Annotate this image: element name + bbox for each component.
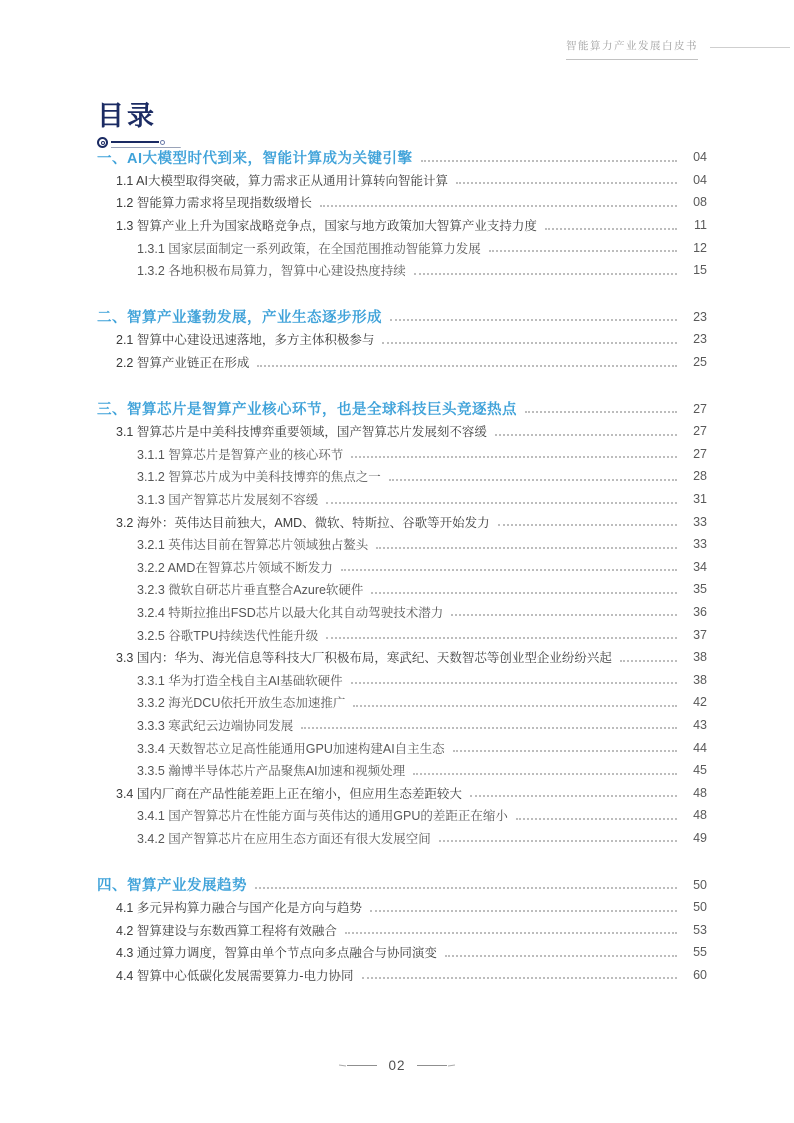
dot-leader xyxy=(362,970,677,979)
toc-entry[interactable] xyxy=(97,328,707,351)
dot-leader xyxy=(257,358,677,367)
toc-title: 目录 xyxy=(97,101,157,131)
dot-leader xyxy=(498,517,677,526)
toc-entry[interactable] xyxy=(97,191,707,214)
toc-entry-page: 11 xyxy=(694,218,707,233)
toc-entry-page: 45 xyxy=(693,763,707,778)
dot-leader xyxy=(353,698,677,707)
toc-entry-label: 3.1 智算芯片是中美科技博弈重要领域，国产智算芯片发展刻不容缓 xyxy=(116,425,487,440)
toc-entry-label: 3.1.1 智算芯片是智算产业的核心环节 xyxy=(137,447,344,462)
page-footer xyxy=(0,1058,794,1073)
toc-entry[interactable] xyxy=(97,169,707,192)
toc-entry-page: 23 xyxy=(693,332,707,347)
footer-dash-right xyxy=(417,1065,447,1066)
toc-entry[interactable] xyxy=(97,668,707,691)
toc-entry-label: 3.2.5 谷歌TPU持续迭代性能升级 xyxy=(137,628,319,643)
toc-entry-label: 3.4.2 国产智算芯片在应用生态方面还有很大发展空间 xyxy=(137,831,431,846)
toc-entry-page: 53 xyxy=(693,922,707,937)
dot-leader xyxy=(326,495,677,504)
toc-entry-label: 3.3.1 华为打造全栈自主AI基础软硬件 xyxy=(137,673,343,688)
toc-entry-label: 一、AI大模型时代到来，智能计算成为关键引擎 xyxy=(97,150,413,167)
toc-entry-page: 48 xyxy=(693,808,707,823)
toc-entry[interactable] xyxy=(97,646,707,669)
toc-list xyxy=(97,146,707,986)
dot-leader xyxy=(351,675,677,684)
toc-entry-label: 3.2.4 特斯拉推出FSD芯片以最大化其自动驾驶技术潜力 xyxy=(137,605,444,620)
ornament-line xyxy=(111,141,159,143)
toc-entry-label: 三、智算芯片是智算产业核心环节，也是全球科技巨头竞逐热点 xyxy=(97,402,517,419)
toc-entry[interactable] xyxy=(97,873,707,896)
toc-entry-page: 38 xyxy=(693,672,707,687)
toc-entry-page: 28 xyxy=(693,469,707,484)
toc-title-block xyxy=(97,94,157,153)
toc-entry-label: 3.2.2 AMD在智算芯片领域不断发力 xyxy=(137,560,333,575)
dot-leader xyxy=(445,948,677,957)
page-number: 02 xyxy=(388,1058,406,1073)
toc-entry-page: 23 xyxy=(693,309,707,324)
toc-entry-label: 1.3.1 国家层面制定一系列政策，在全国范围推动智能算力发展 xyxy=(137,241,481,256)
toc-entry-label: 3.2 海外：英伟达目前独大，AMD、微软、特斯拉、谷歌等开始发力 xyxy=(116,515,490,530)
toc-entry[interactable] xyxy=(97,601,707,624)
toc-entry-label: 3.1.3 国产智算芯片发展刻不容缓 xyxy=(137,493,319,508)
toc-entry-page: 31 xyxy=(693,492,707,507)
toc-entry[interactable] xyxy=(97,146,707,169)
toc-entry[interactable] xyxy=(97,736,707,759)
toc-entry-label: 4.1 多元异构算力融合与国产化是方向与趋势 xyxy=(116,901,362,916)
toc-entry-page: 50 xyxy=(693,877,707,892)
ornament-end-dot xyxy=(160,140,165,145)
toc-entry[interactable] xyxy=(97,351,707,374)
toc-entry-label: 1.3.2 各地积极布局算力，智算中心建设热度持续 xyxy=(137,264,406,279)
toc-entry-page: 04 xyxy=(693,172,707,187)
toc-entry-label: 3.3.4 天数智芯立足高性能通用GPU加速构建AI自主生态 xyxy=(137,741,445,756)
dot-leader xyxy=(414,266,677,275)
dot-leader xyxy=(326,630,677,639)
toc-entry[interactable] xyxy=(97,781,707,804)
toc-entry[interactable] xyxy=(97,804,707,827)
toc-entry[interactable] xyxy=(97,465,707,488)
dot-leader xyxy=(453,743,677,752)
toc-entry[interactable] xyxy=(97,759,707,782)
toc-entry[interactable] xyxy=(97,306,707,329)
dot-leader xyxy=(370,903,677,912)
dot-leader xyxy=(320,198,677,207)
toc-entry[interactable] xyxy=(97,488,707,511)
toc-entry-label: 1.2 智能算力需求将呈现指数级增长 xyxy=(116,196,312,211)
page-header xyxy=(0,38,790,60)
toc-entry[interactable] xyxy=(97,510,707,533)
toc-entry[interactable] xyxy=(97,827,707,850)
dot-leader xyxy=(255,880,677,889)
toc-entry[interactable] xyxy=(97,443,707,466)
toc-entry-page: 50 xyxy=(693,900,707,915)
dot-leader xyxy=(620,653,677,662)
toc-entry-page: 37 xyxy=(693,627,707,642)
toc-entry-page: 04 xyxy=(693,150,707,165)
toc-entry[interactable] xyxy=(97,691,707,714)
dot-leader xyxy=(525,404,677,413)
toc-entry[interactable] xyxy=(97,964,707,987)
toc-entry-page: 60 xyxy=(693,967,707,982)
toc-entry[interactable] xyxy=(97,896,707,919)
dot-leader xyxy=(351,449,677,458)
toc-entry-page: 42 xyxy=(693,695,707,710)
toc-entry-page: 25 xyxy=(693,355,707,370)
toc-entry[interactable] xyxy=(97,236,707,259)
header-title: 智能算力产业发展白皮书 xyxy=(566,38,698,60)
toc-entry[interactable] xyxy=(97,556,707,579)
toc-entry[interactable] xyxy=(97,533,707,556)
toc-entry-page: 27 xyxy=(693,401,707,416)
toc-entry-page: 15 xyxy=(693,263,707,278)
dot-leader xyxy=(382,335,677,344)
toc-entry-page: 35 xyxy=(693,582,707,597)
toc-entry-page: 43 xyxy=(693,717,707,732)
toc-entry-label: 4.2 智算建设与东数西算工程将有效融合 xyxy=(116,923,337,938)
toc-entry-label: 3.3.5 瀚博半导体芯片产品聚焦AI加速和视频处理 xyxy=(137,764,406,779)
dot-leader xyxy=(451,607,677,616)
toc-entry-page: 34 xyxy=(693,559,707,574)
toc-entry-page: 12 xyxy=(693,240,707,255)
toc-entry-page: 38 xyxy=(693,650,707,665)
toc-entry[interactable] xyxy=(97,259,707,282)
toc-entry-page: 27 xyxy=(693,424,707,439)
toc-entry-label: 3.2.1 英伟达目前在智算芯片领域独占鳌头 xyxy=(137,538,369,553)
toc-entry-label: 1.3 智算产业上升为国家战略竞争点，国家与地方政策加大智算产业支持力度 xyxy=(116,219,537,234)
dot-leader xyxy=(345,925,677,934)
toc-entry-page: 33 xyxy=(693,514,707,529)
toc-entry-label: 2.1 智算中心建设迅速落地，多方主体积极参与 xyxy=(116,333,375,348)
header-rule-line xyxy=(710,47,790,48)
dot-leader xyxy=(376,540,677,549)
toc-entry-label: 3.4 国内厂商在产品性能差距上正在缩小，但应用生态差距较大 xyxy=(116,786,462,801)
toc-entry-label: 4.3 通过算力调度，智算由单个节点向多点融合与协同演变 xyxy=(116,946,437,961)
toc-entry[interactable] xyxy=(97,941,707,964)
toc-entry-label: 四、智算产业发展趋势 xyxy=(97,878,247,895)
toc-entry[interactable] xyxy=(97,397,707,420)
toc-entry-page: 49 xyxy=(693,830,707,845)
toc-entry[interactable] xyxy=(97,578,707,601)
toc-entry-label: 二、智算产业蓬勃发展，产业生态逐步形成 xyxy=(97,310,382,327)
toc-entry-label: 4.4 智算中心低碳化发展需要算力-电力协同 xyxy=(116,968,354,983)
dot-leader xyxy=(390,312,677,321)
toc-entry-label: 2.2 智算产业链正在形成 xyxy=(116,356,250,371)
dot-leader xyxy=(516,811,677,820)
toc-entry[interactable] xyxy=(97,714,707,737)
toc-entry[interactable] xyxy=(97,214,707,237)
dot-leader xyxy=(341,562,677,571)
dot-leader xyxy=(371,585,677,594)
footer-dash-left xyxy=(347,1065,377,1066)
dot-leader xyxy=(495,427,677,436)
dot-leader xyxy=(413,766,677,775)
toc-entry-page: 33 xyxy=(693,537,707,552)
dot-leader xyxy=(421,153,678,162)
toc-entry-page: 48 xyxy=(693,785,707,800)
toc-entry-page: 27 xyxy=(693,446,707,461)
dot-leader xyxy=(389,472,677,481)
dot-leader xyxy=(470,788,677,797)
dot-leader xyxy=(301,720,677,729)
dot-leader xyxy=(456,175,677,184)
toc-entry-label: 1.1 AI大模型取得突破，算力需求正从通用计算转向智能计算 xyxy=(116,173,448,188)
toc-entry-page: 36 xyxy=(693,604,707,619)
dot-leader xyxy=(545,221,677,230)
toc-entry-label: 3.4.1 国产智算芯片在性能方面与英伟达的通用GPU的差距正在缩小 xyxy=(137,809,508,824)
toc-entry[interactable] xyxy=(97,623,707,646)
toc-entry-page: 08 xyxy=(693,195,707,210)
toc-entry[interactable] xyxy=(97,420,707,443)
toc-entry-label: 3.3.3 寒武纪云边端协同发展 xyxy=(137,718,294,733)
toc-entry-label: 3.1.2 智算芯片成为中美科技博弈的焦点之一 xyxy=(137,470,381,485)
toc-entry-page: 44 xyxy=(693,740,707,755)
toc-entry-label: 3.3 国内：华为、海光信息等科技大厂积极布局，寒武纪、天数智芯等创业型企业纷纷兴起 xyxy=(116,651,612,666)
toc-entry-page: 55 xyxy=(693,945,707,960)
dot-leader xyxy=(439,833,677,842)
dot-leader xyxy=(489,243,677,252)
toc-entry[interactable] xyxy=(97,918,707,941)
toc-entry-label: 3.2.3 微软自研芯片垂直整合Azure软硬件 xyxy=(137,583,364,598)
toc-entry-label: 3.3.2 海光DCU依托开放生态加速推广 xyxy=(137,696,346,711)
